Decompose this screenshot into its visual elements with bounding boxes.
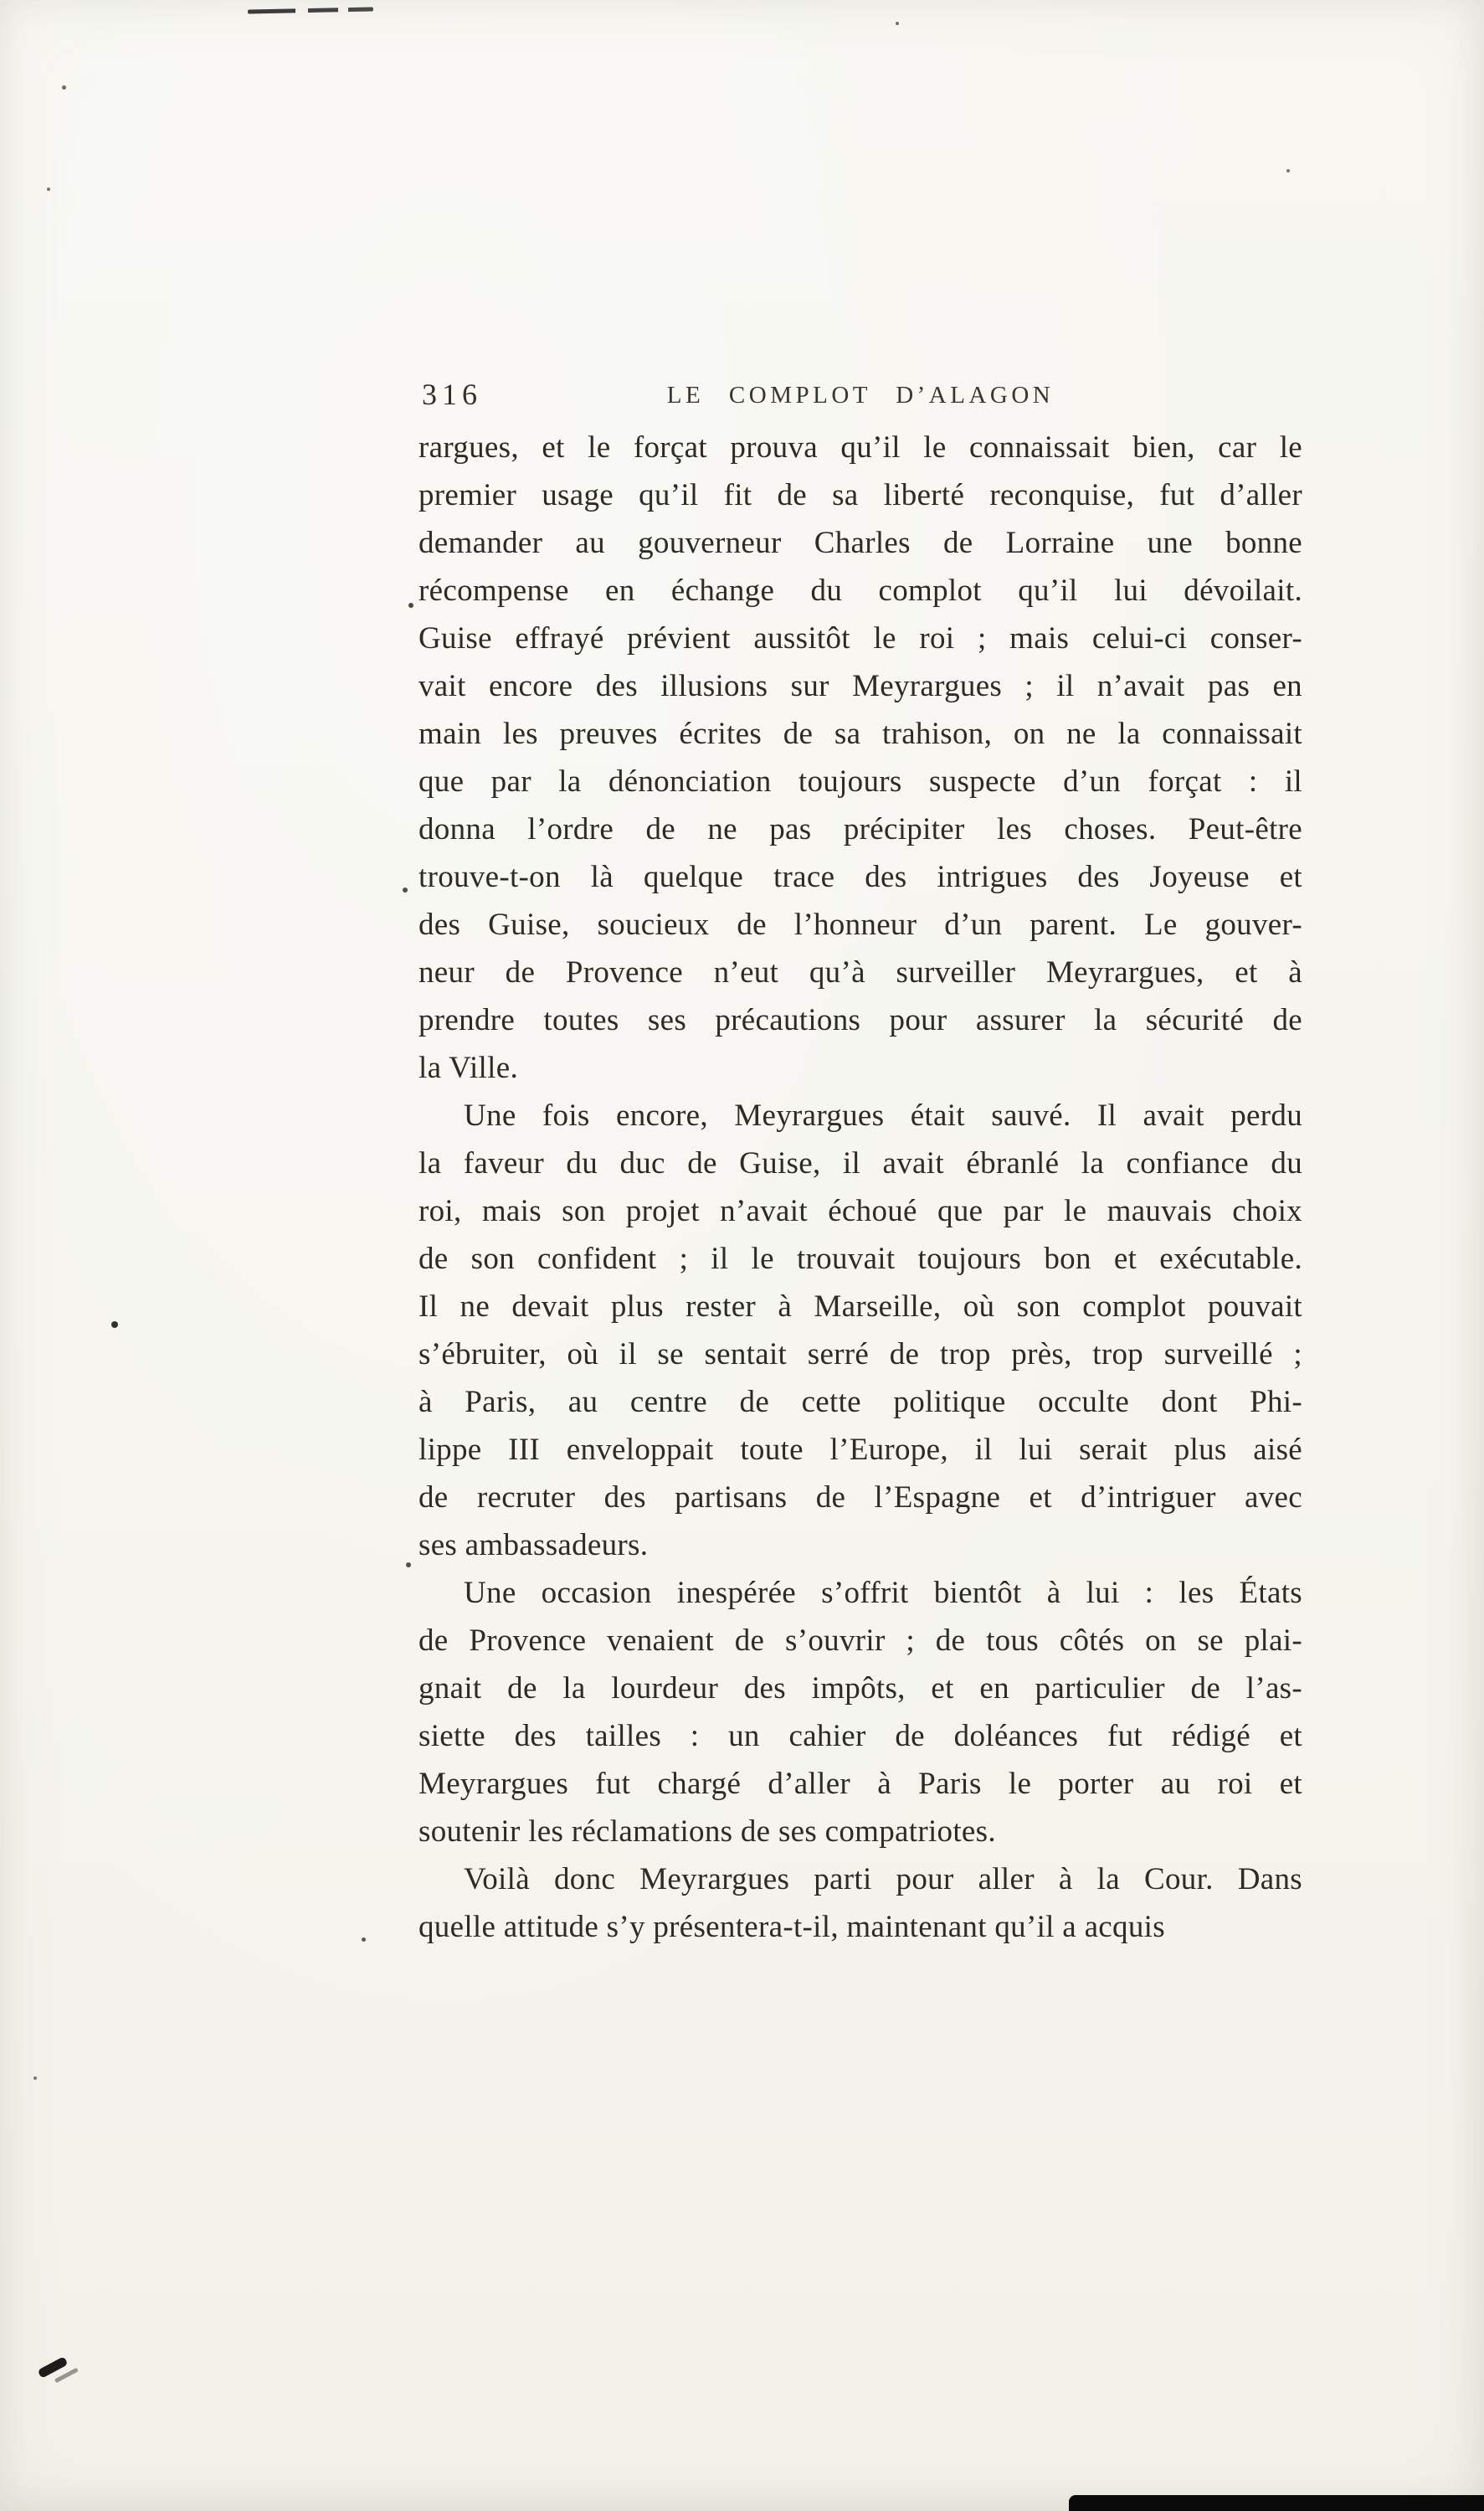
text-line: récompense en échange du complot qu’il lui dévoilait.: [418, 574, 1302, 608]
ink-blot-artifact: [38, 2356, 69, 2379]
text-line: Une occasion inespérée s’offrit bientôt à lui : les États: [464, 1576, 1302, 1610]
text-line: de recruter des partisans de l’Espagne et d’intriguer avec: [418, 1480, 1302, 1515]
text-line: Guise effrayé prévient aussitôt le roi ; mais celui-ci conser-: [418, 621, 1302, 656]
text-line: Meyrargues fut chargé d’aller à Paris le porter au roi et: [418, 1767, 1302, 1801]
text-line: demander au gouverneur Charles de Lorraine une bonne: [418, 526, 1302, 560]
ink-speck: [406, 1562, 411, 1567]
text-line: trouve-t-on là quelque trace des intrigues des Joyeuse et: [418, 860, 1302, 894]
text-line: roi, mais son projet n’avait échoué que par le mauvais choix: [418, 1194, 1302, 1228]
text-line: ses ambassadeurs.: [418, 1528, 649, 1562]
text-line: la Ville.: [418, 1051, 518, 1085]
ink-speck: [403, 888, 408, 893]
text-line: des Guise, soucieux de l’honneur d’un parent. Le gouver-: [418, 908, 1302, 942]
text-line: de son confident ; il le trouvait toujours bon et exécutable.: [418, 1242, 1302, 1276]
paragraph: [418, 1569, 1302, 1855]
ink-speck: [896, 22, 899, 25]
scan-edge-bar: [1069, 2495, 1484, 2511]
text-line: à Paris, au centre de cette politique occulte dont Phi-: [418, 1385, 1302, 1419]
text-line: main les preuves écrites de sa trahison, on ne la connaissait: [418, 717, 1302, 751]
text-line: de Provence venaient de s’ouvrir ; de tous côtés on se plai-: [418, 1623, 1302, 1658]
running-header: [418, 375, 1302, 420]
ink-speck: [62, 85, 66, 90]
paragraph: [418, 1092, 1302, 1569]
ink-speck: [47, 188, 50, 191]
ink-speck: [408, 603, 413, 608]
text-line: soutenir les réclamations de ses compatriotes.: [418, 1814, 996, 1849]
text-line: gnait de la lourdeur des impôts, et en particulier de l’as-: [418, 1671, 1302, 1706]
text-line: vait encore des illusions sur Meyrargues ; il n’avait pas en: [418, 669, 1302, 703]
page-number: 316: [422, 378, 482, 411]
ink-speck: [362, 1937, 366, 1942]
text-line: lippe III enveloppait toute l’Europe, il lui serait plus aisé: [418, 1433, 1302, 1467]
text-line: siette des tailles : un cahier de doléances fut rédigé et: [418, 1719, 1302, 1753]
text-line: Il ne devait plus rester à Marseille, où son complot pouvait: [418, 1289, 1302, 1324]
text-line: prendre toutes ses précautions pour assurer la sécurité de: [418, 1003, 1302, 1037]
text-line: Une fois encore, Meyrargues était sauvé. Il avait perdu: [464, 1099, 1302, 1133]
pen-stroke-artifact: [248, 7, 373, 13]
ink-speck: [111, 1321, 118, 1328]
text-line: donna l’ordre de ne pas précipiter les choses. Peut-être: [418, 812, 1302, 846]
ink-speck: [1286, 169, 1290, 172]
text-line: Voilà donc Meyrargues parti pour aller à la Cour. Dans: [464, 1862, 1302, 1896]
text-line: premier usage qu’il fit de sa liberté reconquise, fut d’aller: [418, 478, 1302, 512]
ink-speck: [33, 2076, 37, 2080]
paragraph: [418, 1855, 1302, 1951]
text-line: rargues, et le forçat prouva qu’il le connaissait bien, car le: [418, 430, 1302, 465]
paragraph: [418, 424, 1302, 1092]
text-line: neur de Provence n’eut qu’à surveiller Meyrargues, et à: [418, 955, 1302, 990]
text-line: la faveur du duc de Guise, il avait ébranlé la confiance du: [418, 1146, 1302, 1181]
text-block: [418, 424, 1302, 1951]
running-title: LE COMPLOT D’ALAGON: [666, 382, 1055, 409]
text-line: quelle attitude s’y présentera-t-il, maintenant qu’il a acquis: [418, 1910, 1165, 1944]
text-line: s’ébruiter, où il se sentait serré de trop près, trop surveillé ;: [418, 1337, 1302, 1371]
text-line: que par la dénonciation toujours suspecte d’un forçat : il: [418, 764, 1302, 799]
